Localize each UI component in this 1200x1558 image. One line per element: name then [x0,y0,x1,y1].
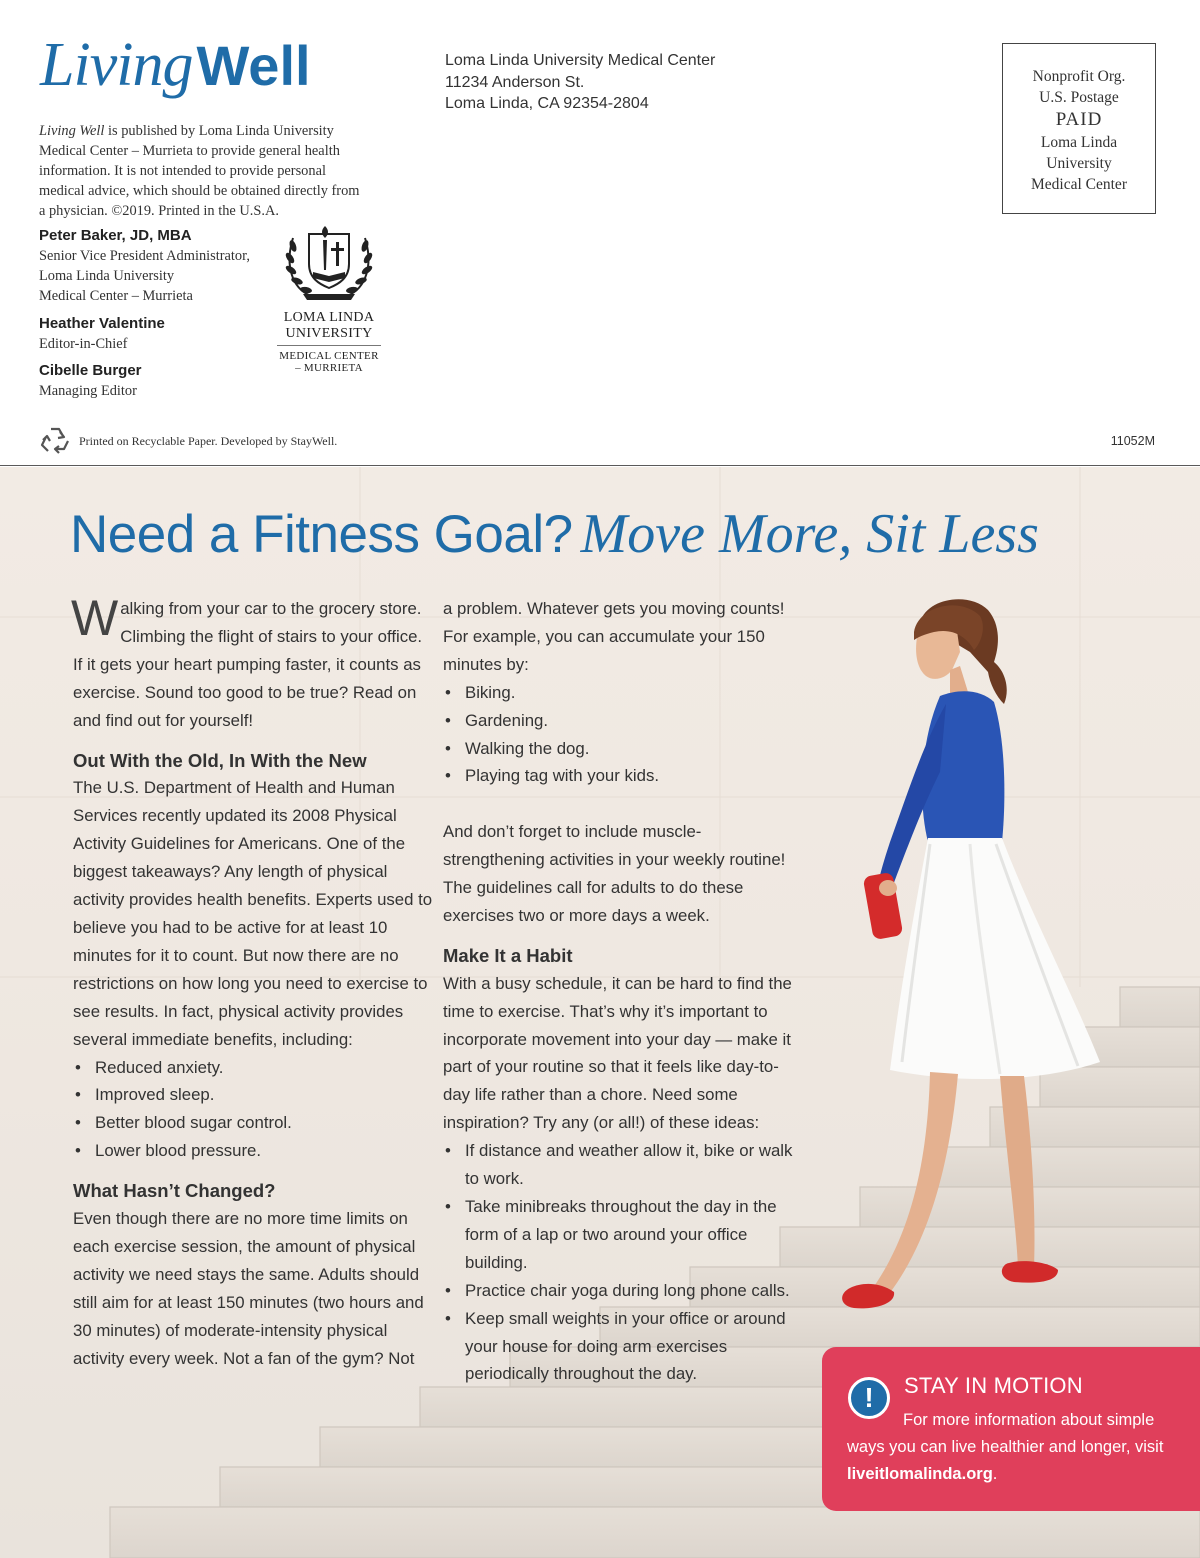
staff-role: Editor-in-Chief [39,336,128,352]
postage-line: University [1046,155,1112,172]
article-column-1 [71,590,433,1372]
address-line: 11234 Anderson St. [445,73,585,91]
seal-line: MEDICAL CENTER [279,350,379,362]
section-paragraph: a problem. Whatever gets you moving counts! For example, you can accumulate your 150 minutes by: [443,599,785,674]
postage-line: Loma Linda [1040,134,1118,151]
section-heading: Out With the Old, In With the New [73,749,367,771]
article-headline [70,502,1039,566]
logo-well: Well [196,34,311,97]
section-heading: What Hasn’t Changed? [73,1180,276,1202]
list-item: • Lower blood pressure. [73,1137,433,1165]
staff-entry [39,314,279,354]
activities-list [443,679,803,791]
issue-code: 11052M [1110,434,1155,448]
callout-text: For more information about simple ways you can live healthier and longer, visit [847,1411,1164,1456]
publisher-note-title: Living Well [39,123,105,139]
callout-title: STAY IN MOTION [904,1373,1083,1398]
staff-role: Medical Center – Murrieta [39,288,193,304]
section-paragraph: The U.S. Department of Health and Human Services recently updated its 2008 Physical Activity Guidelines for Americans. One of the biggest takeaways? Any length of physical activity provides health benefits. Experts used to believe you had to be active for at least 10 minutes for it to count. But now there are no restrictions on how long you need to exercise to see results. In fact, physical activity provides several immediate benefits, including: [73,778,433,1049]
recycle-note: Printed on Recyclable Paper. Developed by StayWell. [79,434,338,448]
postage-line: U.S. Postage [1039,89,1119,106]
woman-walking-illustration [810,592,1140,1312]
list-item: • Playing tag with your kids. [443,762,803,790]
paragraph-gap [443,790,803,818]
section-paragraph: And don’t forget to include muscle-strengthening activities in your weekly routine! The guidelines call for adults to do these exercises two or more days a week. [443,822,786,925]
list-item: • Walking the dog. [443,735,803,763]
intro-paragraph [71,590,433,735]
list-item: • Take minibreaks throughout the day in the form of a lap or two around your office building. [443,1193,803,1277]
logo-living: Living [40,31,193,99]
living-well-logo [40,30,311,101]
section-heading: Make It a Habit [443,944,573,966]
postage-indicia [1002,43,1156,214]
stay-in-motion-callout [822,1347,1200,1511]
list-item: • Practice chair yoga during long phone calls. [443,1277,803,1305]
article-panel [0,467,1200,1558]
seal-line: LOMA LINDA [283,310,375,325]
return-address [445,50,715,115]
publisher-note-text: is published by Loma Linda University Medical Center – Murrieta to provide general health information. It is not intended to provide personal medical advice, which should be obtained directly from a physician. ©2019. Printed in the U.S.A. [39,123,360,219]
list-item: • Improved sleep. [73,1081,433,1109]
seal-emblem-icon [281,218,377,304]
address-line: Loma Linda University Medical Center [445,52,716,69]
list-item: • If distance and weather allow it, bike or walk to work. [443,1137,803,1193]
staff-name: Cibelle Burger [39,362,142,379]
recycle-icon [38,425,72,457]
staff-name: Peter Baker, JD, MBA [39,227,192,244]
staff-entry [39,361,279,401]
ideas-list [443,1137,803,1388]
postage-line: Medical Center [1031,176,1127,193]
section-paragraph: Even though there are no more time limits on each exercise session, the amount of physical activity we need stays the same. Adults should still aim for at least 150 minutes (two hours and 30 minutes) of moderate-intensity physical activity every week. Not a fan of the gym? Not [73,1209,424,1368]
callout-body [847,1407,1177,1488]
headline-part1: Need a Fitness Goal? [70,505,573,564]
exclamation-icon: ! [848,1377,890,1419]
publisher-note [39,121,369,221]
address-line: Loma Linda, CA 92354-2804 [445,95,649,112]
university-seal [270,218,388,374]
list-item: • Biking. [443,679,803,707]
seal-divider [277,345,381,346]
staff-role: Managing Editor [39,383,137,399]
list-item: • Gardening. [443,707,803,735]
postage-line: Nonprofit Org. [1032,68,1126,85]
postage-paid: PAID [1055,109,1103,130]
drop-cap: W [71,590,119,646]
section-paragraph: With a busy schedule, it can be hard to find the time to exercise. That’s why it’s important to incorporate movement into your day — make it part of your routine so that it feels like day-to-day life rather than a chore. Need some inspiration? Try any (or all!) of these ideas: [443,973,792,1133]
mailing-panel [0,0,1200,466]
headline-part2: Move More, Sit Less [580,503,1039,565]
seal-line: UNIVERSITY [285,326,373,341]
staff-role: Senior Vice President Administrator, [39,248,250,264]
list-item: • Reduced anxiety. [73,1054,433,1082]
article-column-2 [443,595,803,1388]
seal-line: – MURRIETA [295,362,363,374]
intro-text: alking from your car to the grocery store. Climbing the flight of stairs to your office. If it gets your heart pumping faster, it counts as exercise. Sound too good to be true? Read on and find out for yourself! [73,599,423,730]
list-item: • Better blood sugar control. [73,1109,433,1137]
staff-entry [39,226,279,306]
list-item: • Keep small weights in your office or around your house for doing arm exercises periodically throughout the day. [443,1305,803,1389]
callout-end: . [992,1465,998,1483]
staff-role: Loma Linda University [39,268,175,284]
staff-name: Heather Valentine [39,315,165,332]
benefits-list [73,1054,433,1166]
callout-link[interactable]: liveitlomalinda.org [847,1465,993,1483]
